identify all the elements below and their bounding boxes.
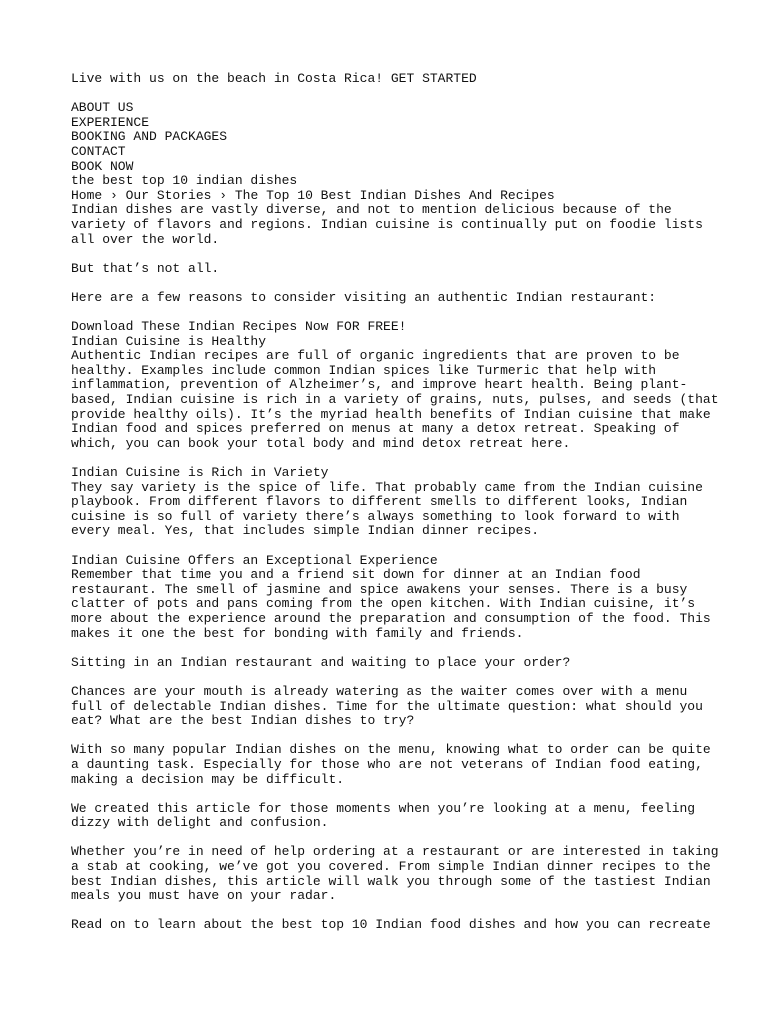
text-line: We created this article for those moments when you’re looking at a menu, feeling	[71, 800, 696, 816]
get-started-link[interactable]: GET STARTED	[390, 71, 477, 86]
nav-experience[interactable]: EXPERIENCE	[71, 114, 150, 130]
spacer	[71, 247, 711, 262]
paragraph-popular	[71, 743, 711, 787]
paragraph-chances	[71, 685, 711, 729]
text-line: all over the world.	[71, 231, 220, 247]
text-line: best Indian dishes, this article will walk you through some of the tastiest Indian	[71, 873, 711, 889]
text-line: inflammation, prevention of Alzheimer’s, and improve heart health. Being plant-	[71, 377, 688, 393]
nav-about-us[interactable]: ABOUT US	[71, 100, 134, 116]
text-line: meals you must have on your radar.	[71, 888, 337, 904]
text-line: eat? What are the best Indian dishes to try?	[71, 713, 415, 729]
paragraph-created	[71, 802, 711, 831]
section-healthy	[71, 333, 719, 452]
breadcrumb-separator: ›	[102, 187, 126, 203]
main-nav	[71, 101, 711, 174]
text-line: clatter of pots and pans coming from the open kitchen. With Indian cuisine, it’s	[71, 596, 696, 612]
text-line: Whether you’re in need of help ordering at a restaurant or are interested in taking	[71, 844, 719, 860]
nav-book-now[interactable]: BOOK NOW	[71, 158, 134, 174]
section-heading: Indian Cuisine Offers an Exceptional Experience	[71, 552, 438, 568]
nav-contact[interactable]: CONTACT	[71, 143, 126, 159]
breadcrumb-separator: ›	[211, 187, 235, 203]
spacer	[71, 451, 711, 466]
text-line: They say variety is the spice of life. That probably came from the Indian cuisine	[71, 479, 703, 495]
text-line: playbook. From different flavors to different smells to different looks, Indian	[71, 494, 688, 510]
text-line: healthy. Examples include common Indian spices like Turmeric that help with	[71, 362, 657, 378]
text-line: Authentic Indian recipes are full of organic ingredients that are proven to be	[71, 348, 680, 364]
text-line: variety of flavors and regions. Indian cuisine is continually put on foodie lists	[71, 216, 703, 232]
spacer	[71, 306, 711, 321]
text-line: provide healthy oils). It’s the myriad health benefits of Indian cuisine that make	[71, 406, 711, 422]
document-page	[71, 71, 719, 933]
text-line: based, Indian cuisine is rich in a variety of grains, nuts, pulses, and seeds (that	[71, 392, 719, 408]
text-line: a stab at cooking, we’ve got you covered. From simple Indian dinner recipes to the	[71, 859, 711, 875]
spacer	[71, 787, 711, 802]
intro-paragraph-3: Here are a few reasons to consider visiting an authentic Indian restaurant:	[71, 289, 657, 305]
download-recipes-link[interactable]: Download These Indian Recipes Now FOR FREE!	[71, 319, 407, 335]
text-line: making a decision may be difficult.	[71, 771, 345, 787]
spacer	[71, 831, 711, 846]
text-line: Remember that time you and a friend sit down for dinner at an Indian food	[71, 567, 641, 583]
banner-text: Live with us on the beach in Costa Rica!	[71, 71, 384, 86]
paragraph-whether	[71, 844, 719, 904]
spacer	[71, 904, 711, 919]
text-line: Indian food and spices preferred on menus at many a detox retreat. Speaking of	[71, 421, 680, 437]
text-line: makes it one the best for bonding with family and friends.	[71, 625, 524, 641]
text-line: Chances are your mouth is already watering as the waiter comes over with a menu	[71, 683, 688, 699]
question-paragraph: Sitting in an Indian restaurant and waiting to place your order?	[71, 654, 571, 670]
section-experience	[71, 554, 711, 642]
text-line: full of delectable Indian dishes. Time for the ultimate question: what should you	[71, 698, 703, 714]
page-title: the best top 10 indian dishes	[71, 173, 298, 189]
spacer	[71, 641, 711, 656]
text-line: a daunting task. Especially for those who are not veterans of Indian food eating,	[71, 756, 703, 772]
text-line: more about the experience around the preparation and consumption of the food. This	[71, 610, 711, 626]
breadcrumb-current: The Top 10 Best Indian Dishes And Recipes	[234, 187, 555, 203]
intro-paragraph-2: But that’s not all.	[71, 260, 220, 276]
spacer	[71, 729, 711, 744]
spacer	[71, 276, 711, 291]
nav-booking-and-packages[interactable]: BOOKING AND PACKAGES	[71, 129, 228, 145]
spacer	[71, 539, 711, 554]
breadcrumb-our-stories[interactable]: Our Stories	[125, 187, 212, 203]
text-line: With so many popular Indian dishes on the menu, knowing what to order can be quite	[71, 742, 711, 758]
section-heading: Indian Cuisine is Healthy	[71, 333, 267, 349]
spacer	[71, 87, 711, 102]
breadcrumb	[71, 189, 711, 204]
section-heading: Indian Cuisine is Rich in Variety	[71, 465, 329, 481]
text-line: which, you can book your total body and mind detox retreat here.	[71, 435, 571, 451]
paragraph-read-on: Read on to learn about the best top 10 Indian food dishes and how you can recreate	[71, 917, 711, 933]
top-banner	[71, 72, 711, 87]
text-line: restaurant. The smell of jasmine and spice awakens your senses. There is a busy	[71, 581, 688, 597]
intro-paragraph	[71, 203, 711, 247]
breadcrumb-home[interactable]: Home	[71, 187, 103, 203]
section-variety	[71, 466, 711, 539]
text-line: every meal. Yes, that includes simple Indian dinner recipes.	[71, 523, 540, 539]
text-line: dizzy with delight and confusion.	[71, 815, 329, 831]
text-line: cuisine is so full of variety there’s always something to look forward to with	[71, 508, 680, 524]
text-line: Indian dishes are vastly diverse, and not to mention delicious because of the	[71, 202, 672, 218]
spacer	[71, 670, 711, 685]
